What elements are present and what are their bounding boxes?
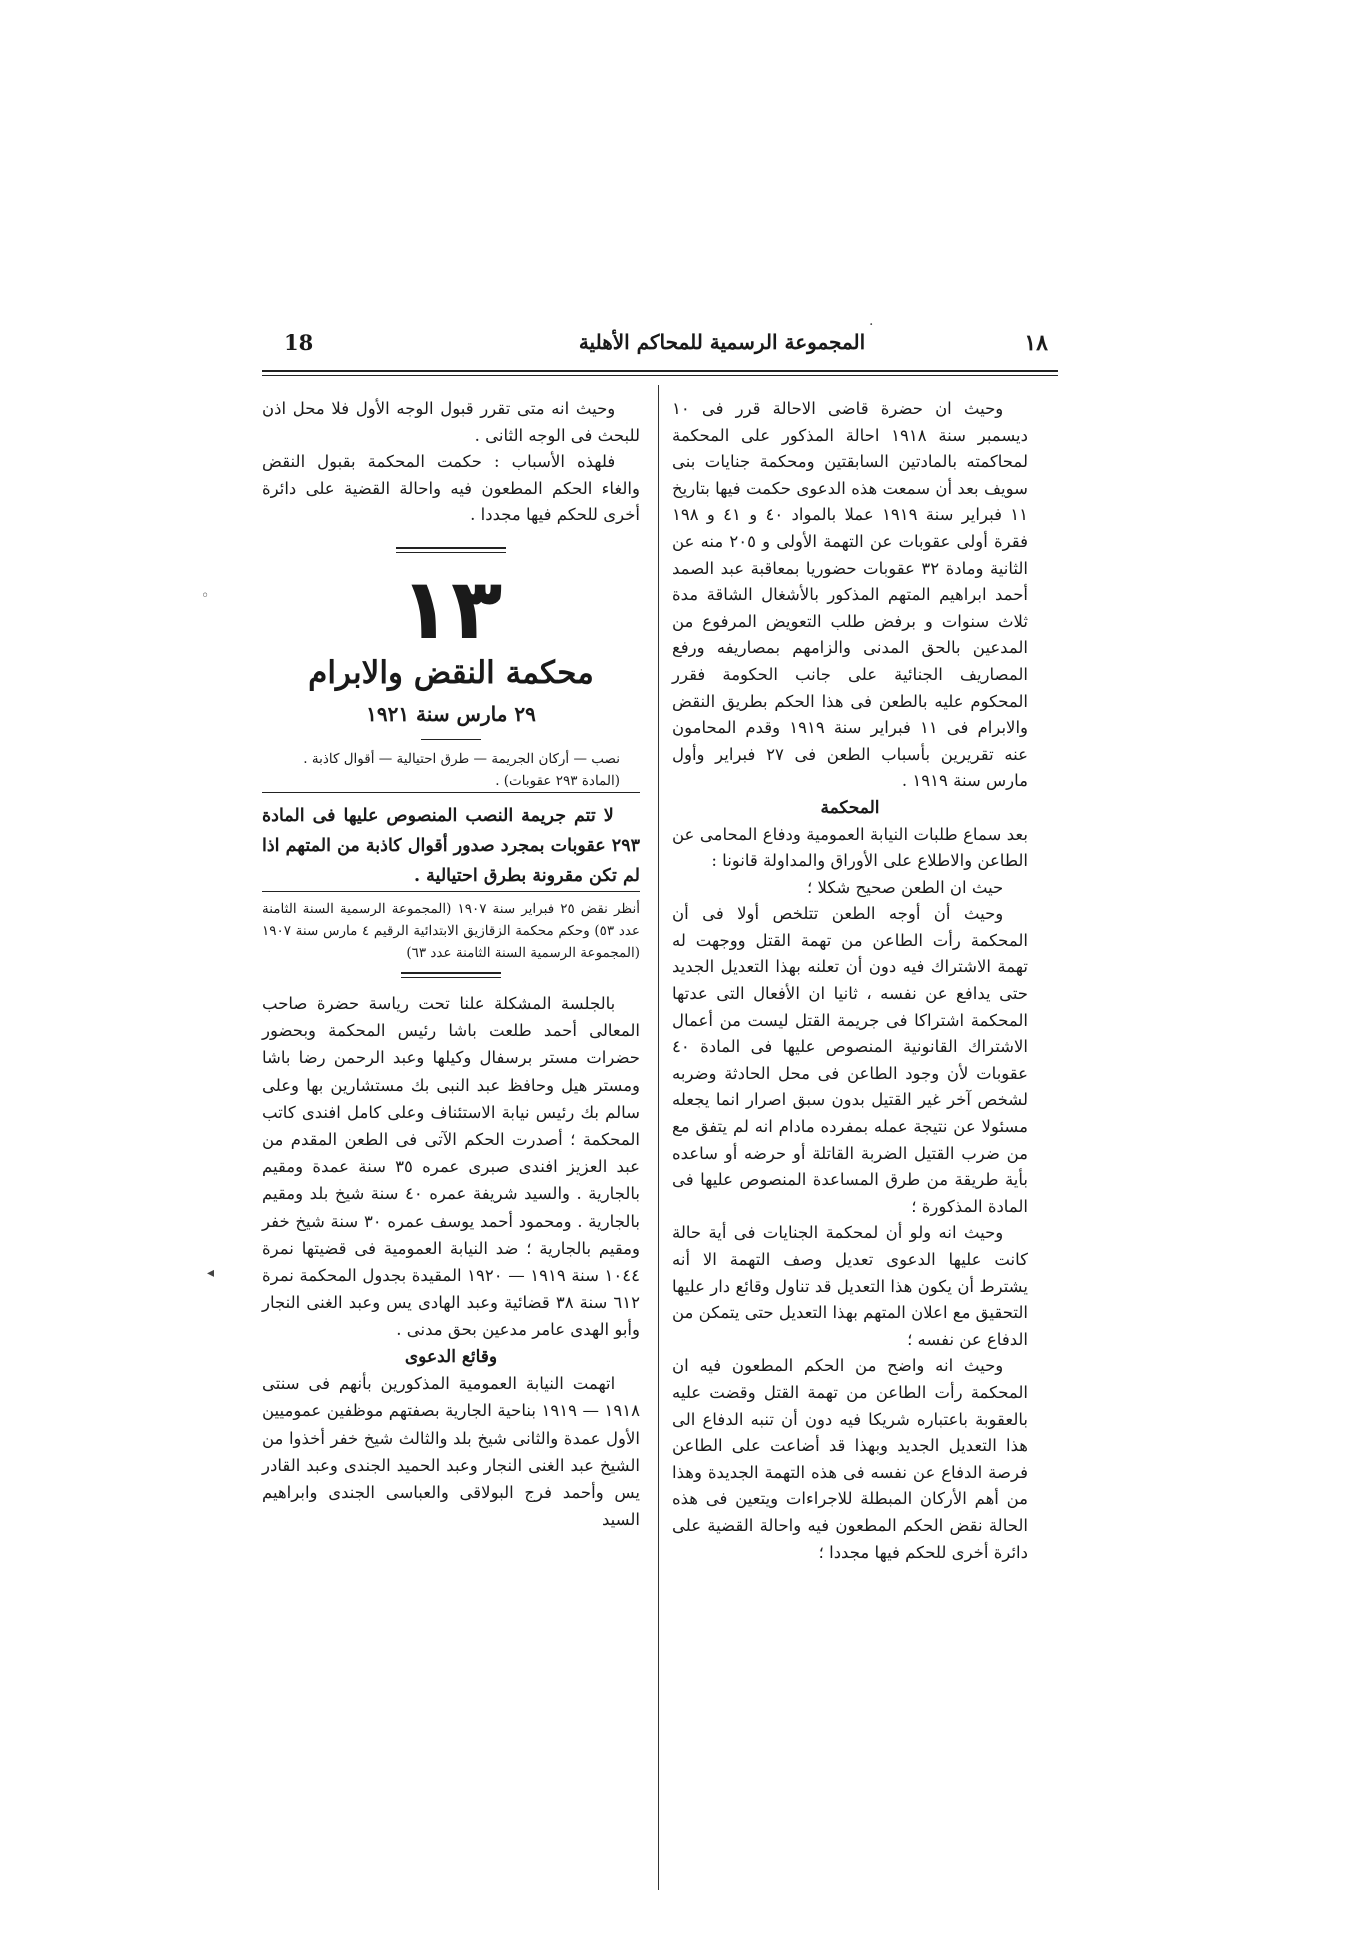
header-rule-thin — [262, 375, 1058, 376]
date-rule — [421, 739, 481, 740]
facts-paragraph: اتهمت النيابة العمومية المذكورين بأنهم فى سنتى ١٩١٨ — ١٩١٩ بناحية الجارية بصفتهم موظفين عموميين الأول عمدة والثانى شيخ بلد والثالث شيخ خفر أخذوا من الشيخ عبد الغنى النجار وعبد الحميد الجندى وعبد القادر يس وأحمد فرج البولاقى والعباسى الجندى وابراهيم السيد — [262, 1374, 640, 1530]
case-number: ١٣ — [399, 559, 503, 658]
paragraph-form: حيث ان الطعن صحيح شكلا ؛ — [806, 877, 1004, 897]
session-paragraph: بالجلسة المشكلة علنا تحت رياسة حضرة صاحب المعالى أحمد طلعت باشا رئيس المحكمة وبحضور حضرات مستر برسفال وكيلها وعبد الرحمن رضا باشا ومستر هيل وحافظ عبد النبى بك مستشارين بها وعلى سالم بك رئيس نيابة الاستئناف وعلى كامل افندى كاتب المحكمة ؛ أصدرت الحكم الآتى فى الطعن المقدم من عبد العزيز افندى صبرى عمره ٣٥ سنة عمدة ومقيم بالجارية . والسيد شريفة عمره ٤٠ سنة شيخ بلد ومقيم بالجارية . ومحمود أحمد يوسف عمره ٣٠ سنة شيخ خفر ومقيم بالجارية ؛ ضد النيابة العمومية فى قضيتها نمرة ١٠٤٤ سنة ١٩١٩ — ١٩٢٠ المقيدة بجدول المحكمة نمرة ٦١٢ سنة ٣٨ قضائية وعبد الهادى يس وعبد الغنى النجار وأبو الهدى عامر مدعين بحق مدنى . — [262, 993, 640, 1340]
court-heading: المحكمة — [820, 797, 880, 818]
paragraph-verdict: فلهذه الأسباب : حكمت المحكمة بقبول النقض والغاء الحكم المطعون فيه واحالة القضية على دائرة أخرى للحكم فيها مجددا . — [262, 452, 640, 525]
keywords: نصب — أركان الجريمة — طرق احتيالية — أقوال كاذبة . — [303, 750, 620, 767]
separator-rule — [401, 972, 501, 978]
case-date: ٢٩ مارس سنة ١٩٢١ — [366, 701, 536, 726]
paragraph-grounds: وحيث أن أوجه الطعن تتلخص أولا فى أن المحكمة رأت الطاعن من تهمة القتل ووجهت له تهمة الاشتراك فيه دون أن تعلنه بهذا التعديل الجديد حتى يدافع عن نفسه ، ثانيا ان الأفعال التى عدتها المحكمة اشتراكا فى جريمة القتل ليست من أعمال الاشتراك القانونية المنصوص عليها فى المادة ٤٠ عقوبات لأن وجود الطاعن فى محل الحادثة وضربه لشخص آخر غير القتيل بدون سبق اصرار انما يجعله مسئولا عن نتيجة عمله بمفرده مادام انه لم يتفق مع من ضرب القتيل الضربة القاتلة أو حرضه أو ساعده بأية طريقة من طرق المساعدة المنصوص عليها فى المادة المذكورة ؛ — [672, 904, 1028, 1216]
paragraph-second-ground: وحيث انه متى تقرر قبول الوجه الأول فلا محل اذن للبحث فى الوجه الثانى . — [262, 399, 640, 445]
references: أنظر نقض ٢٥ فبراير سنة ١٩٠٧ (المجموعة الرسمية السنة الثامنة عدد ٥٣) وحكم محكمة الزقازيق الابتدائية الرقيم ٤ مارس سنة ١٩٠٧ (المجموعة الرسمية السنة الثامنة عدد ٦٣) — [262, 891, 640, 964]
facts-heading: وقائع الدعوى — [404, 1346, 498, 1367]
page-number-arabic: ١٨ — [1024, 330, 1048, 356]
header-rule — [262, 370, 1058, 372]
scan-mark: ◂ — [207, 1265, 215, 1281]
paragraph-hearing: بعد سماع طلبات النيابة العمومية ودفاع المحامى عن الطاعن والاطلاع على الأوراق والمداولة قانونا : — [672, 824, 1028, 871]
page-header — [262, 330, 1058, 370]
left-column — [262, 396, 640, 1533]
court-name: محكمة النقض والابرام — [308, 654, 594, 691]
column-divider — [658, 385, 659, 1890]
page-number-latin: 18 — [284, 330, 314, 355]
legal-holding: لا تتم جريمة النصب المنصوص عليها فى المادة ٢٩٣ عقوبات بمجرد صدور أقوال كاذبة من المتهم اذا لم تكن مقرونة بطرق احتيالية . — [262, 792, 640, 891]
paragraph-referral: وحيث ان حضرة قاضى الاحالة قرر فى ١٠ ديسمبر سنة ١٩١٨ احالة المذكور على المحكمة لمحاكمته بالمادتين السابقتين ومحكمة جنايات بنى سويف بعد أن سمعت هذه الدعوى حكمت فيها بتاريخ ١١ فبراير سنة ١٩١٩ عملا بالمواد ٤٠ و ٤١ و ١٩٨ فقرة أولى عقوبات عن التهمة الأولى و ٢٠٥ منه عن الثانية ومادة ٣٢ عقوبات حضوريا بمعاقبة عبد الصمد أحمد ابراهيم المتهم المذكور بالأشغال الشاقة مدة ثلاث سنوات و برفض طلب التعويض المرفوع من المدعين بالحق المدنى والزامهم بمصاريفه ورفع المصاريف الجنائية على جانب الحكومة فقرر المحكوم عليه بالطعن فى هذا الحكم بطريق النقض والابرام فى ١١ فبراير سنة ١٩١٩ وقدم المحامون عنه تقريرين بأسباب الطعن فى ٢٧ فبراير وأول مارس سنة ١٩١٩ . — [672, 399, 1029, 791]
running-title: المجموعة الرسمية للمحاكم الأهلية — [578, 330, 866, 354]
scan-mark: ◦ — [201, 588, 210, 604]
paragraph-reasoning: وحيث انه ولو أن لمحكمة الجنايات فى أية حالة كانت عليها الدعوى تعديل وصف التهمة الا أنه يشترط أن يكون هذا التعديل قد تناول وقائع دار عليها التحقيق مع اعلان المتهم بهذا التعديل حتى يتمكن من الدفاع عن نفسه ؛ — [672, 1223, 1028, 1349]
keywords-article: (المادة ٢٩٣ عقوبات) . — [495, 772, 620, 789]
paragraph-conclusion: وحيث انه واضح من الحكم المطعون فيه ان المحكمة رأت الطاعن من تهمة القتل وقضت عليه بالعقوبة باعتباره شريكا فيه دون أن تنبه الدفاع الى هذا التعديل الجديد وبهذا قد أضاعت على الطاعن فرصة الدفاع عن نفسه فى هذه التهمة الجديدة وهذا من أهم الأركان المبطلة للاجراءات ويتعين فى هذه الحالة نقض الحكم المطعون فيه واحالة القضية على دائرة أخرى للحكم فيها مجددا ؛ — [672, 1356, 1028, 1562]
section-rule — [396, 547, 506, 553]
scan-mark: · — [869, 317, 874, 333]
right-column — [672, 396, 1028, 1566]
